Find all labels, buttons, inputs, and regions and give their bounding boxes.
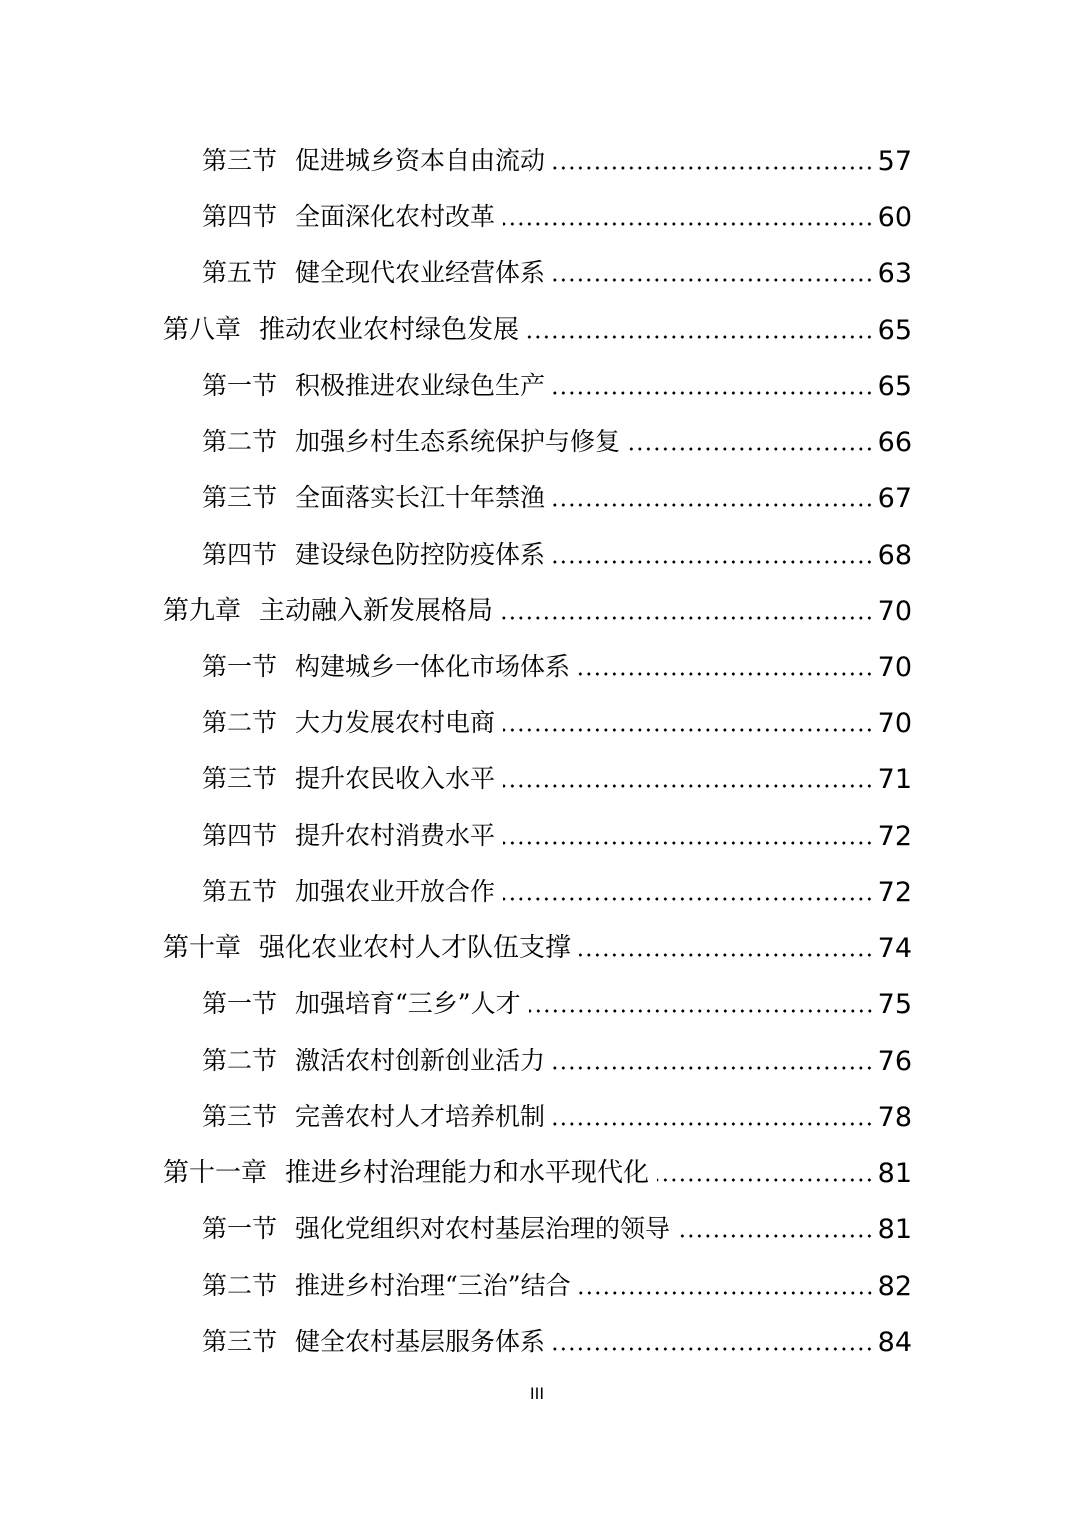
toc-entry-number: 第三节 [202,1102,278,1131]
toc-entry-page: 70 [877,596,912,627]
toc-entry[interactable] [202,755,912,795]
toc-entry[interactable] [202,193,912,233]
toc-entry-page: 66 [877,427,912,458]
toc-entry-number: 第一节 [202,989,278,1018]
dot-leader [553,541,874,565]
toc-entry[interactable] [202,531,912,571]
dot-leader [503,709,874,733]
toc-entry-title: 健全现代农业经营体系 [295,258,546,287]
dot-leader [678,1215,874,1239]
toc-entry-number: 第三节 [202,1327,278,1356]
toc-entry[interactable] [202,1318,912,1358]
toc-entry[interactable] [202,1262,912,1302]
toc-entry-title: 加强培育“三乡”人才 [295,989,521,1018]
toc-entry[interactable] [202,699,912,739]
toc-entry-page: 60 [877,202,912,233]
toc-entry-title: 健全农村基层服务体系 [295,1327,546,1356]
toc-entry-number: 第五节 [202,258,278,287]
toc-entry-title: 全面落实长江十年禁渔 [295,483,546,512]
toc-entry-page: 81 [877,1214,912,1245]
toc-entry[interactable] [202,1037,912,1077]
toc-entry-title: 强化农业农村人才队伍支撑 [259,933,572,963]
toc-entry-page: 65 [877,371,912,402]
toc-entry-number: 第二节 [202,1046,278,1075]
toc-entry-page: 57 [877,146,912,177]
dot-leader [553,147,874,171]
toc-entry-title: 推进乡村治理“三治”结合 [295,1271,571,1300]
toc-entry-title: 加强农业开放合作 [295,877,496,906]
toc-entry-number: 第二节 [202,427,278,456]
toc-entry-page: 72 [877,877,912,908]
toc-entry-title: 构建城乡一体化市场体系 [295,652,571,681]
toc-entry-title: 激活农村创新创业活力 [295,1046,546,1075]
toc-entry-number: 第三节 [202,146,278,175]
toc-entry[interactable] [202,1205,912,1245]
toc-entry[interactable] [202,868,912,908]
toc-entry-page: 82 [877,1271,912,1302]
toc-entry-number: 第八章 [163,315,242,345]
dot-leader [527,316,874,340]
toc-entry-page: 71 [877,764,912,795]
toc-entry[interactable] [202,643,912,683]
toc-entry-title: 推动农业农村绿色发展 [259,315,520,345]
toc-entry-page: 70 [877,652,912,683]
toc-entry-title: 全面深化农村改革 [295,202,496,231]
dot-leader [553,1047,874,1071]
toc-entry-number: 第十一章 [163,1158,268,1188]
page-number: III [529,1384,545,1403]
toc-entry-page: 67 [877,483,912,514]
toc-entry-title: 完善农村人才培养机制 [295,1102,546,1131]
toc-entry-title: 大力发展农村电商 [295,708,496,737]
toc-entry-title: 主动融入新发展格局 [259,596,494,626]
dot-leader [503,878,874,902]
dot-leader [503,203,874,227]
toc-entry-page: 84 [877,1327,912,1358]
toc-entry[interactable] [202,980,912,1020]
dot-leader [553,372,874,396]
toc-entry-page: 65 [877,315,912,346]
toc-entry-number: 第十章 [163,933,242,963]
toc-entry[interactable] [202,249,912,289]
toc-entry-number: 第三节 [202,764,278,793]
toc-entry-page: 70 [877,708,912,739]
toc-entry-page: 81 [877,1158,912,1189]
toc-entry[interactable] [202,418,912,458]
dot-leader [503,822,874,846]
toc-entry-page: 63 [877,258,912,289]
dot-leader [503,765,874,789]
toc-chapter-entry[interactable] [163,1149,912,1189]
toc-entry-page: 68 [877,540,912,571]
toc-entry-number: 第三节 [202,483,278,512]
toc-entry-number: 第二节 [202,708,278,737]
dot-leader [529,990,874,1014]
toc-entry-number: 第一节 [202,652,278,681]
toc-entry-page: 72 [877,821,912,852]
dot-leader [578,653,874,677]
toc-entry[interactable] [202,137,912,177]
toc-entry-number: 第四节 [202,202,278,231]
dot-leader [501,597,874,621]
dot-leader [553,484,874,508]
toc-entry-page: 78 [877,1102,912,1133]
toc-entry-number: 第九章 [163,596,242,626]
toc-entry[interactable] [202,1093,912,1133]
toc-chapter-entry[interactable] [163,306,912,346]
toc-entry-title: 建设绿色防控防疫体系 [295,540,546,569]
toc-entry-title: 积极推进农业绿色生产 [295,371,546,400]
toc-entry-number: 第二节 [202,1271,278,1300]
toc-entry-number: 第一节 [202,1214,278,1243]
dot-leader [657,1159,874,1183]
toc-entry-title: 促进城乡资本自由流动 [295,146,546,175]
toc-chapter-entry[interactable] [163,924,912,964]
toc-entry-number: 第四节 [202,821,278,850]
toc-entry-title: 提升农村消费水平 [295,821,496,850]
toc-chapter-entry[interactable] [163,587,912,627]
toc-entry-page: 74 [877,933,912,964]
dot-leader [579,934,874,958]
toc-entry-number: 第五节 [202,877,278,906]
toc-entry[interactable] [202,474,912,514]
toc-entry-title: 提升农民收入水平 [295,764,496,793]
toc-entry-number: 第四节 [202,540,278,569]
toc-entry[interactable] [202,812,912,852]
dot-leader [579,1272,874,1296]
dot-leader [628,428,874,452]
toc-entry-title: 强化党组织对农村基层治理的领导 [295,1214,671,1243]
toc-entry-page: 76 [877,1046,912,1077]
toc-entry[interactable] [202,362,912,402]
dot-leader [553,1103,874,1127]
dot-leader [553,1328,874,1352]
toc-entry-title: 加强乡村生态系统保护与修复 [295,427,621,456]
toc-entry-page: 75 [877,989,912,1020]
dot-leader [553,259,874,283]
toc-entry-number: 第一节 [202,371,278,400]
toc-entry-title: 推进乡村治理能力和水平现代化 [285,1158,650,1188]
